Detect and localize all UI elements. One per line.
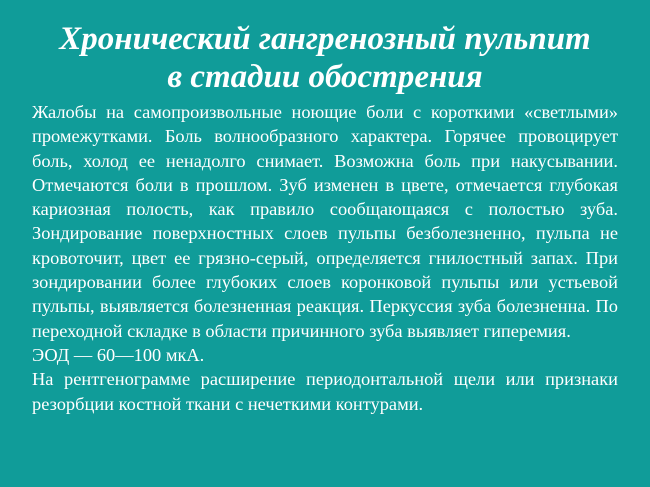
title-line-1: Хронический гангренозный пульпит bbox=[59, 21, 591, 57]
xray-paragraph: На рентгенограмме расширение периодонтальной щели или признаки резорбции костной ткани с нечеткими контурами. bbox=[32, 369, 618, 414]
complaints-paragraph: Жалобы на самопроизвольные ноющие боли с короткими «светлыми» промежутками. Боль волнообразного характера. Горячее провоцирует боль, холод ее ненадолго снимает. Возможна боль при накусывании. Отмечаются боли в прошлом. Зуб изменен в цвете, отмечается глубокая кариозная полость, как правило сообщающаяся с полостью зуба. Зондирование поверхностных слоев пульпы безболезненно, пульпа не кровоточит, цвет ее грязно-серый, определяется гнилостный запах. При зондировании более глубоких слоев коронковой пульпы или устьевой пульпы, выявляется болезненная реакция. Перкуссия зуба болезненна. По переходной складке в области причинного зуба выявляет гиперемия. bbox=[32, 102, 618, 341]
slide-title bbox=[32, 20, 618, 96]
slide-body bbox=[32, 100, 618, 416]
eod-paragraph: ЭОД — 60—100 мкА. bbox=[32, 344, 205, 365]
title-line-2: в стадии обострения bbox=[167, 59, 483, 95]
